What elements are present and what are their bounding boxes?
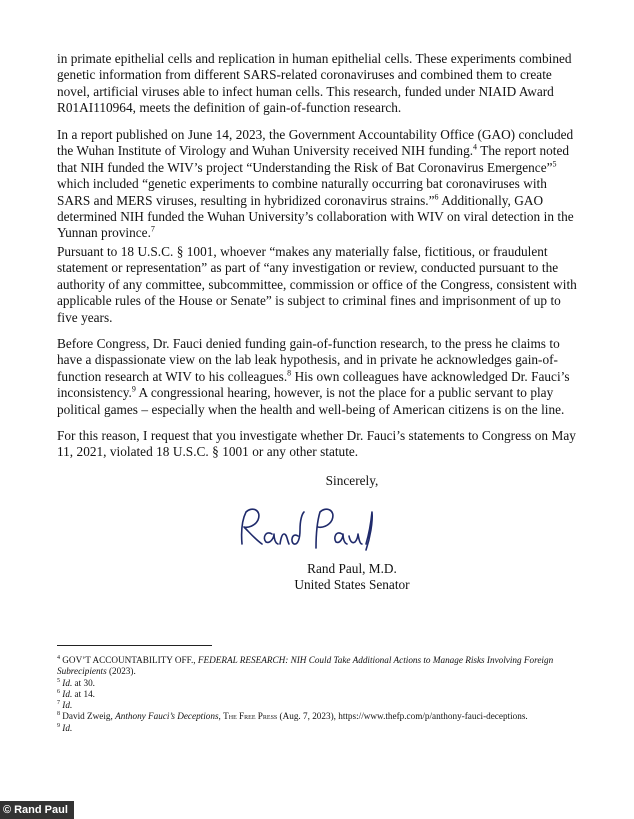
footnote-title: Id. [62, 677, 73, 688]
footnote-ref: 8 [287, 368, 292, 378]
footnote-ref: 5 [552, 159, 557, 169]
footnote-number: 9 [57, 722, 60, 729]
footnote-text: (2023). [106, 666, 136, 677]
footnote-ref: 9 [131, 384, 136, 394]
footnote-4 [57, 655, 582, 678]
footnote-8 [57, 711, 582, 722]
footnote-text: David Zweig, [60, 711, 116, 722]
paragraph-text: The report noted that NIH funded the WIV’s project “Understanding the Risk of Bat Coronavirus Emergence” [57, 143, 570, 175]
paragraph-text: Before Congress, Dr. Fauci denied funding gain-of-function research, to the press he claims to have a dispassionate view on the lab leak hypothesis, and in private he acknowledges gain-of-function research at WIV to his colleagues. [57, 336, 560, 384]
paragraph-text: Pursuant to 18 U.S.C. § 1001, whoever “makes any materially false, fictitious, or fraudulent statement or representation” as part of “any investigation or review, conducted pursuant to the authority of any committee, subcommittee, commission or office of the Congress, consistent with applicable rules of the House or Senate” is subject to criminal fines and imprisonment of up to five years. [57, 244, 577, 325]
footnote-text: at 14. [72, 688, 95, 699]
footnote-title: FEDERAL RESEARCH: NIH Could Take Additional Actions to Manage Risks Involving Foreign Subrecipients [57, 655, 554, 677]
footnote-number: 4 [57, 654, 60, 661]
photo-credit-label: Rand Paul [14, 804, 68, 816]
signer-name: Rand Paul, M.D. [307, 561, 397, 576]
footnote-text: at 30. [72, 677, 95, 688]
salutation: Sincerely, [325, 473, 379, 488]
footnote-ref: 7 [150, 225, 155, 235]
footnote-publisher: The Free Press [223, 711, 278, 722]
footnote-number: 6 [57, 688, 60, 695]
footnote-text: (Aug. 7, 2023), https://www.thefp.com/p/anthony-fauci-deceptions. [277, 711, 528, 722]
footnote-text: , [218, 711, 224, 722]
paragraph-text: A congressional hearing, however, is not the place for a public servant to play political games – especially when the health and well-being of American citizens is on the line. [57, 385, 565, 417]
paragraph-text: In a report published on June 14, 2023, the Government Accountability Office (GAO) concluded the Wuhan Institute of Virology and Wuhan University received NIH funding. [57, 127, 574, 159]
footnote-divider [57, 645, 212, 646]
paragraph-gao-report [57, 127, 582, 242]
paragraph-text: His own colleagues have acknowledged Dr. Fauci’s inconsistency. [57, 368, 570, 401]
footnote-title: Anthony Fauci’s Deceptions [115, 711, 219, 722]
footnote-title: Id. [62, 700, 73, 711]
paragraph-gain-of-function-definition [57, 51, 582, 117]
footnote-title: Id. [62, 722, 73, 733]
signer-title: United States Senator [294, 577, 410, 592]
footnote-text: GOV’T ACCOUNTABILITY OFF., [60, 655, 198, 665]
photo-credit-badge [0, 801, 74, 819]
footnote-9 [57, 723, 582, 734]
paragraph-text: which included “genetic experiments to combine naturally occurring bat coronaviruses with SARS and MERS viruses, resulting in hybridized coronavirus strains.” [57, 176, 547, 208]
paragraph-text: Additionally, GAO determined NIH funded the Wuhan University’s collaboration with WIV on viral detection in the Yunnan province. [57, 192, 574, 241]
paragraph-fauci-inconsistency [57, 336, 582, 418]
footnote-6 [57, 689, 582, 700]
paragraph-request [57, 428, 582, 461]
footnote-number: 8 [57, 711, 60, 718]
footnotes [57, 655, 582, 734]
signature-image [232, 500, 382, 556]
footnote-title: Id. [62, 688, 73, 699]
paragraph-text: For this reason, I request that you investigate whether Dr. Fauci’s statements to Congress on May 11, 2021, violated 18 U.S.C. § 1001 or any other statute. [57, 428, 576, 460]
paragraph-text: in primate epithelial cells and replication in human epithelial cells. These experiments combined genetic information from different SARS-related coronaviruses and combined them to create novel, artificial viruses able to infect human cells. This research, funded under NIAID Award R01AI110964, meets the definition of gain-of-function research. [57, 51, 572, 116]
footnote-ref: 4 [473, 142, 478, 152]
footnote-number: 5 [57, 677, 60, 684]
footnote-number: 7 [57, 700, 60, 707]
footnote-7 [57, 700, 582, 711]
copyright-icon: © [3, 803, 12, 816]
footnote-ref: 6 [434, 192, 439, 202]
paragraph-statute [57, 244, 582, 326]
footnote-5 [57, 678, 582, 689]
